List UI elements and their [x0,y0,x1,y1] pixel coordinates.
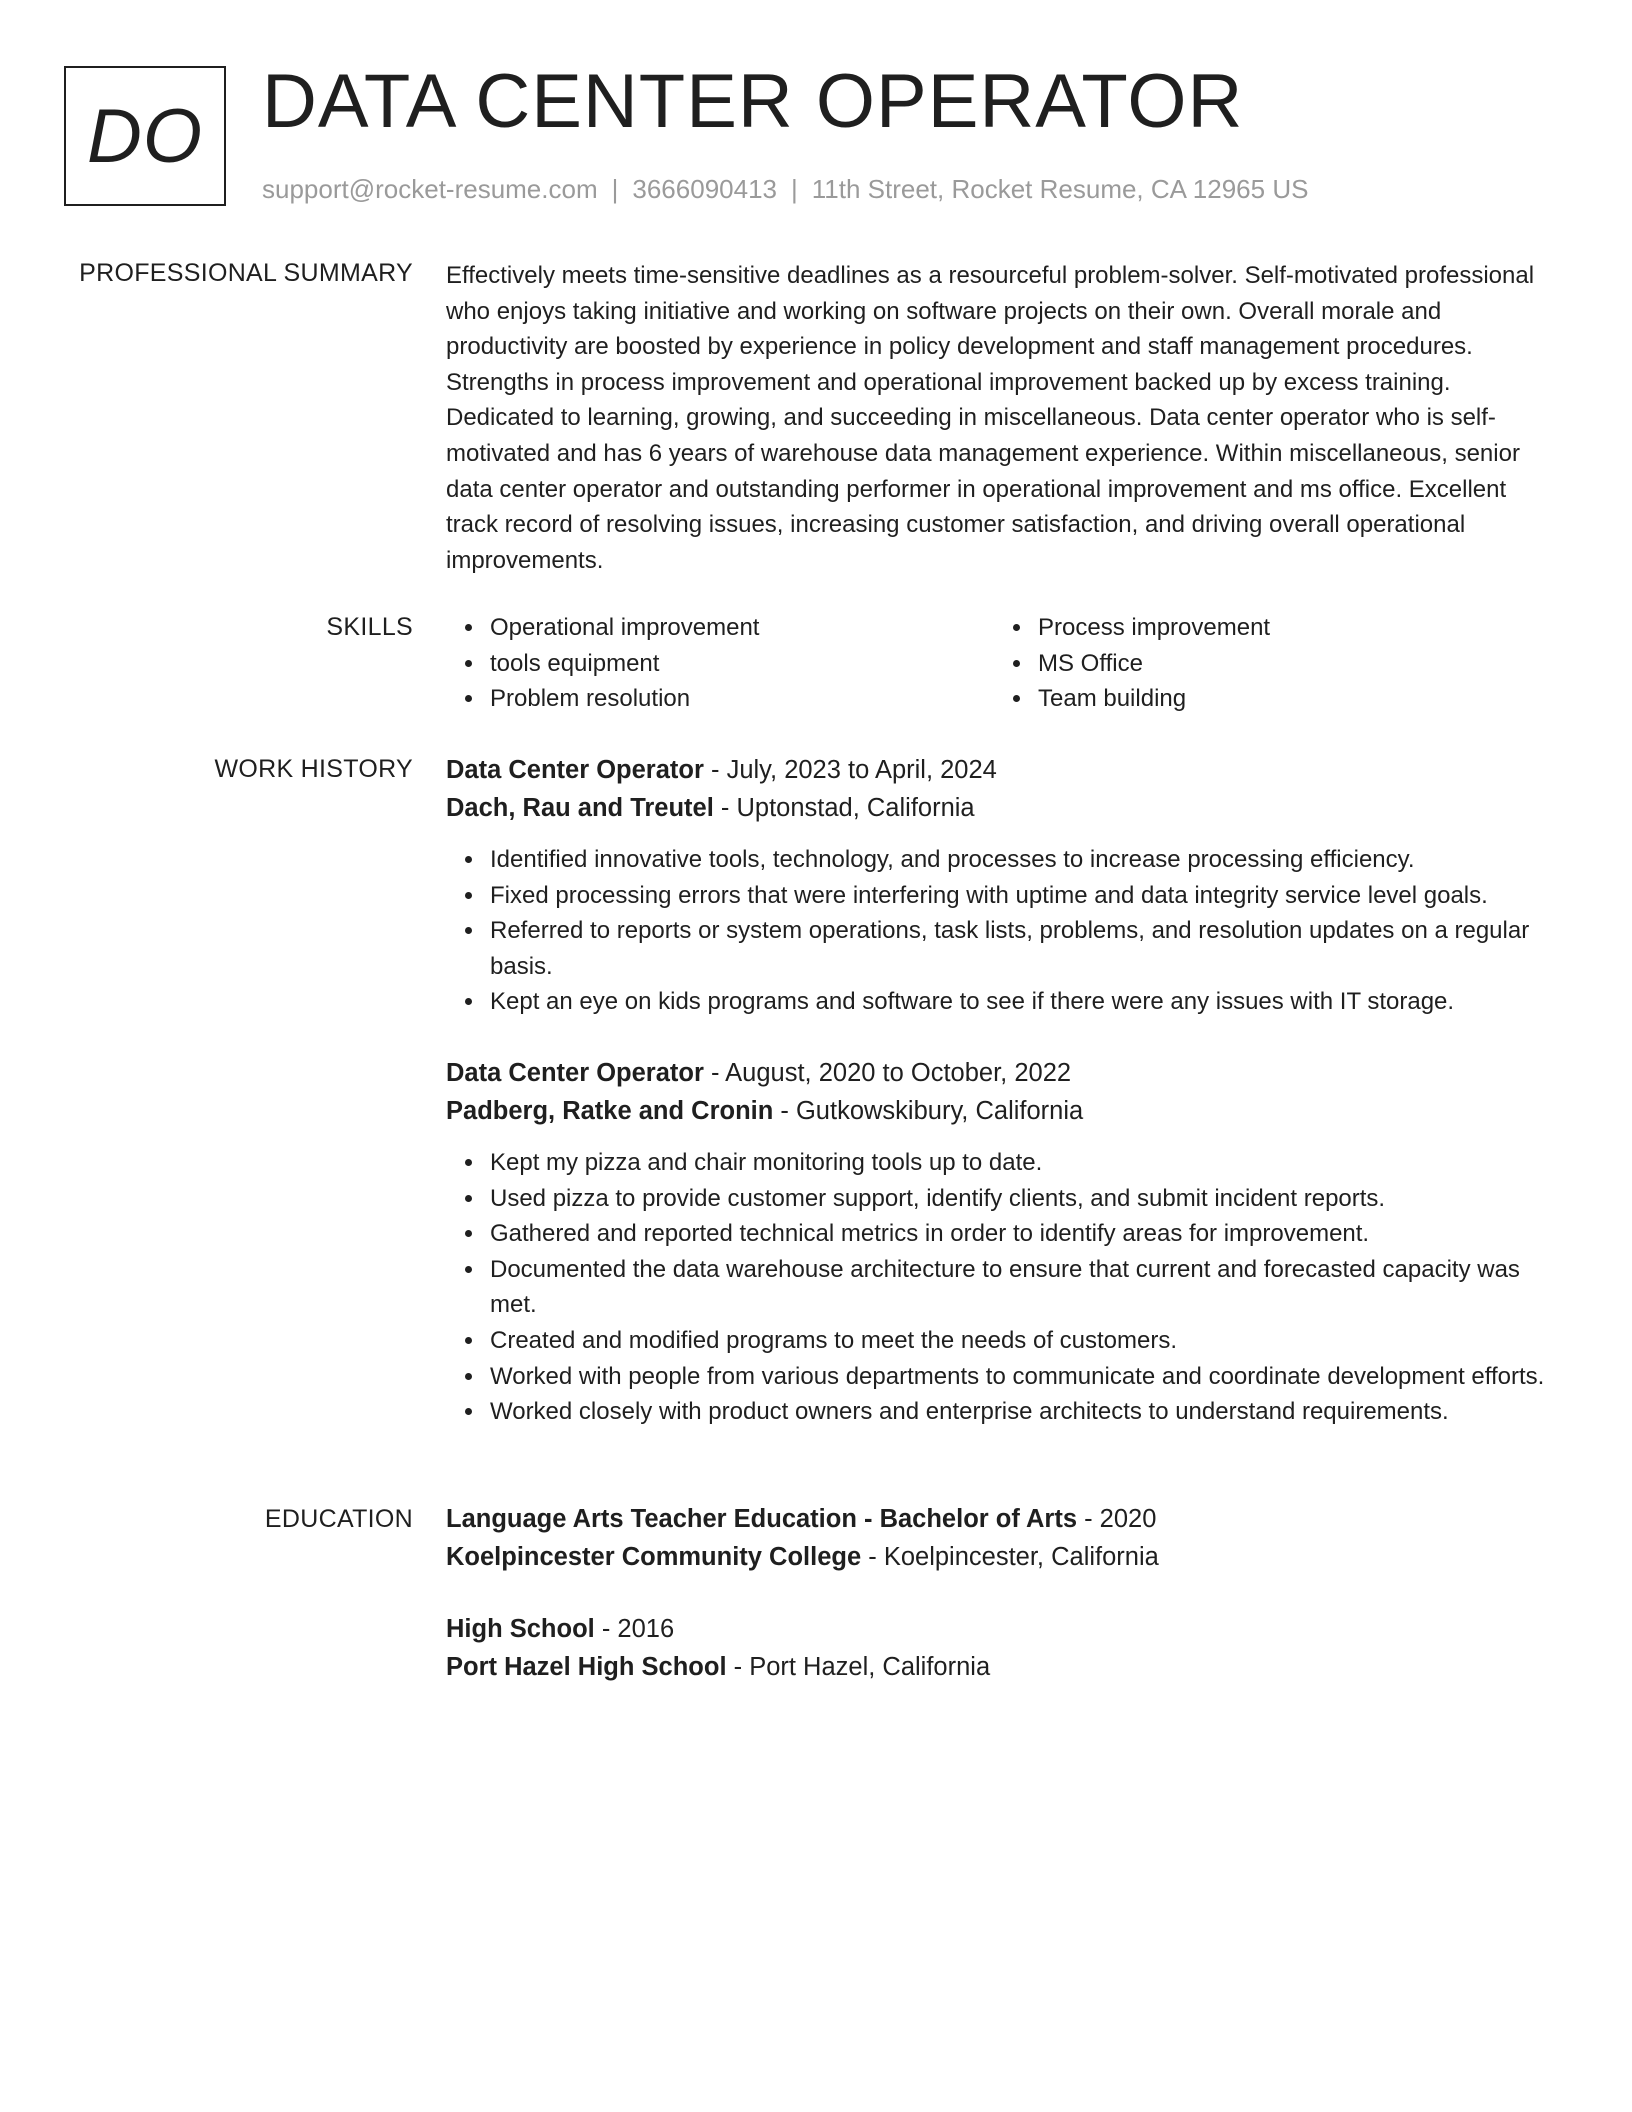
job-location: - Uptonstad, California [713,794,975,822]
job-location: - Gutkowskibury, California [773,1097,1084,1125]
contact-separator: | [791,174,798,204]
resume-name: DATA CENTER OPERATOR [262,59,1244,144]
job-bullets [446,842,1566,1020]
job-title: Data Center Operator [446,756,704,784]
education-year: - 2020 [1077,1505,1157,1533]
job-bullet: Created and modified programs to meet the needs of customers. [490,1323,1566,1359]
education-school-line [446,1538,1566,1576]
education-school: Port Hazel High School [446,1653,727,1681]
skill-item: Problem resolution [490,681,994,717]
job-entry [446,751,1566,1020]
summary-heading: PROFESSIONAL SUMMARY [79,259,413,287]
education-degree-line [446,1500,1566,1538]
skill-item: Operational improvement [490,610,994,646]
contact-phone[interactable]: 3666090413 [632,174,777,204]
job-entry [446,1054,1566,1430]
job-bullets [446,1145,1566,1430]
job-bullet: Worked with people from various departments to communicate and coordinate development efforts. [490,1359,1566,1395]
education-location: - Port Hazel, California [726,1653,991,1681]
contact-separator: | [611,174,619,204]
education-heading: EDUCATION [264,1505,413,1533]
job-bullet: Worked closely with product owners and enterprise architects to understand requirements. [490,1394,1566,1430]
education-school-line [446,1648,1566,1686]
work-history-body [446,752,1566,1472]
job-bullet: Fixed processing errors that were interfering with uptime and data integrity service level goals. [490,878,1566,914]
skill-item: Process improvement [1038,610,1542,646]
job-bullet: Gathered and reported technical metrics in order to identify areas for improvement. [490,1216,1566,1252]
job-bullet: Identified innovative tools, technology, and processes to increase processing efficiency. [490,842,1566,878]
contact-address: 11th Street, Rocket Resume, CA 12965 US [811,174,1309,204]
summary-text: Effectively meets time-sensitive deadlines as a resourceful problem-solver. Self-motivated professional who enjoys taking initiative and working on software projects on their own. Overall morale and productivity are boosted by experience in policy development and staff management procedures. Strengths in process improvement and operational improvement backed up by excess training. Dedicated to learning, growing, and succeeding in miscellaneous. Data center operator who is self-motivated and has 6 years of warehouse data management experience. Within miscellaneous, senior data center operator and outstanding performer in operational improvement and ms office. Excellent track record of resolving issues, increasing customer satisfaction, and driving overall operational improvements. [446,262,1535,574]
skills-column-left [446,610,994,717]
job-bullet: Kept my pizza and chair monitoring tools up to date. [490,1145,1566,1181]
education-location: - Koelpincester, California [861,1543,1159,1571]
skills-heading: SKILLS [326,613,413,641]
job-company: Padberg, Ratke and Cronin [446,1097,774,1125]
skills-grid [446,610,1566,717]
education-school: Koelpincester Community College [446,1543,862,1571]
job-dates: - July, 2023 to April, 2024 [703,756,997,784]
job-bullet: Referred to reports or system operations, task lists, problems, and resolution updates on a regular basis. [490,913,1566,984]
education-entry [446,1500,1566,1576]
job-company: Dach, Rau and Treutel [446,794,714,822]
job-bullet: Kept an eye on kids programs and software to see if there were any issues with IT storage. [490,984,1566,1020]
job-bullet: Used pizza to provide customer support, identify clients, and submit incident reports. [490,1181,1566,1217]
job-bullet: Documented the data warehouse architecture to ensure that current and forecasted capacity was met. [490,1252,1566,1323]
job-title-line [446,751,1566,789]
work-history-heading: WORK HISTORY [214,755,413,783]
education-body [446,1502,1566,1702]
job-title: Data Center Operator [446,1059,704,1087]
skill-item: tools equipment [490,646,994,682]
job-company-line [446,789,1566,827]
education-degree: High School [446,1615,595,1643]
job-dates: - August, 2020 to October, 2022 [703,1059,1072,1087]
monogram-initials: DO [87,93,203,179]
contact-email[interactable]: support@rocket-resume.com [262,174,598,204]
education-year: - 2016 [594,1615,675,1643]
education-entry [446,1610,1566,1686]
job-title-line [446,1054,1566,1092]
education-degree: Language Arts Teacher Education - Bachelor of Arts [446,1505,1078,1533]
skills-column-right [994,610,1542,717]
monogram-box [64,66,226,206]
skill-item: Team building [1038,681,1542,717]
education-degree-line [446,1610,1566,1648]
contact-line [262,172,1308,206]
job-company-line [446,1092,1566,1130]
skill-item: MS Office [1038,646,1542,682]
